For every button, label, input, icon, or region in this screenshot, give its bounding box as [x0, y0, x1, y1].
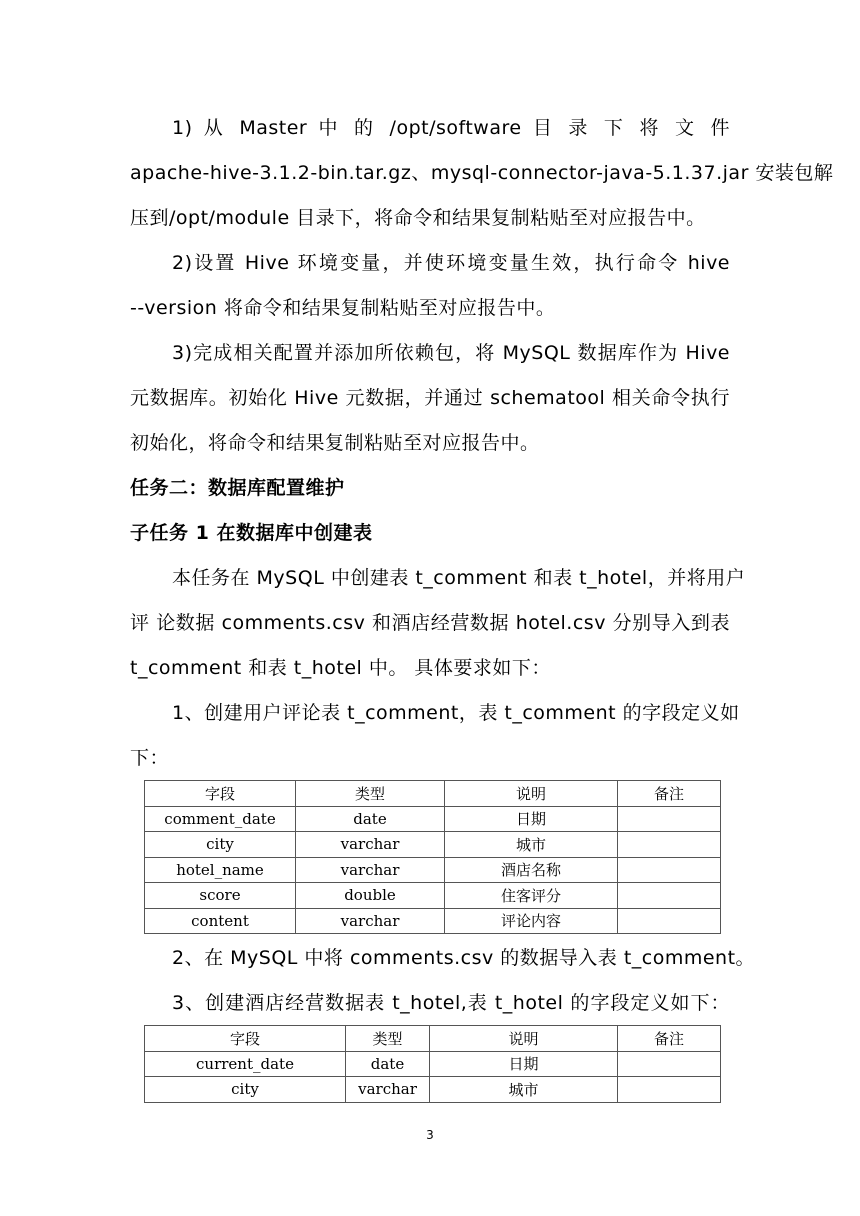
table-cell: 酒店名称 [445, 857, 618, 883]
paragraph-line: apache-hive-3.1.2-bin.tar.gz、mysql-connector-java-5.1.37.jar 安装包解 [130, 162, 834, 184]
table-cell [618, 806, 721, 832]
table-cell [618, 908, 721, 934]
table-header-cell: 备注 [618, 1026, 721, 1052]
paragraph-line: 评 论数据 comments.csv 和酒店经营数据 hotel.csv 分别导入到表 [130, 612, 730, 634]
paragraph-line: 3、创建酒店经营数据表 t_hotel,表 t_hotel 的字段定义如下： [172, 992, 730, 1014]
table-header-cell: 字段 [145, 1026, 346, 1052]
table-header-cell: 字段 [145, 781, 296, 807]
table-cell: 住客评分 [445, 883, 618, 909]
comment-table [144, 780, 721, 934]
table-cell: score [145, 883, 296, 909]
table-cell [618, 1077, 721, 1103]
table-cell: 日期 [445, 806, 618, 832]
table-cell [618, 832, 721, 858]
table-header-row [145, 1026, 721, 1052]
paragraph-line: t_comment 和表 t_hotel 中。 具体要求如下： [130, 657, 551, 679]
table-cell: varchar [296, 857, 445, 883]
table-row [145, 832, 721, 858]
paragraph-line: 压到/opt/module 目录下，将命令和结果复制粘贴至对应报告中。 [130, 207, 706, 229]
hotel-table [144, 1025, 721, 1103]
table-row [145, 1077, 721, 1103]
table-row [145, 857, 721, 883]
table-cell: hotel_name [145, 857, 296, 883]
table-cell: 城市 [445, 832, 618, 858]
table-cell [618, 883, 721, 909]
table-cell: current_date [145, 1051, 346, 1077]
table-row [145, 908, 721, 934]
page-number: 3 [426, 1128, 434, 1142]
table-cell: content [145, 908, 296, 934]
table-header-row [145, 781, 721, 807]
table-cell: double [296, 883, 445, 909]
paragraph-line: 2)设置 Hive 环境变量，并使环境变量生效，执行命令 hive [172, 252, 730, 274]
table-cell: varchar [296, 908, 445, 934]
table-row [145, 1051, 721, 1077]
paragraph-line: 元数据库。初始化 Hive 元数据，并通过 schematool 相关命令执行 [130, 387, 730, 409]
paragraph-line: 1) 从 Master 中 的 /opt/software 目 录 下 将 文 件 [172, 117, 730, 139]
table-header-cell: 备注 [618, 781, 721, 807]
table-row [145, 806, 721, 832]
table-cell [618, 857, 721, 883]
subsection-heading: 子任务 1 在数据库中创建表 [130, 522, 373, 544]
table-cell: 日期 [430, 1051, 618, 1077]
table-cell: 城市 [430, 1077, 618, 1103]
paragraph-line: 3)完成相关配置并添加所依赖包，将 MySQL 数据库作为 Hive [172, 342, 730, 364]
paragraph-line: 初始化，将命令和结果复制粘贴至对应报告中。 [130, 432, 540, 454]
table-cell: city [145, 1077, 346, 1103]
paragraph-line: 本任务在 MySQL 中创建表 t_comment 和表 t_hotel，并将用户 [172, 567, 746, 589]
table-cell: varchar [346, 1077, 430, 1103]
table-cell: 评论内容 [445, 908, 618, 934]
paragraph-line: 下： [130, 747, 170, 769]
table-cell: city [145, 832, 296, 858]
table-cell: comment_date [145, 806, 296, 832]
table-cell [618, 1051, 721, 1077]
table-row [145, 883, 721, 909]
table-header-cell: 类型 [296, 781, 445, 807]
paragraph-line: 2、在 MySQL 中将 comments.csv 的数据导入表 t_comment。 [172, 947, 756, 969]
section-heading: 任务二：数据库配置维护 [130, 477, 345, 499]
table-cell: varchar [296, 832, 445, 858]
paragraph-line: --version 将命令和结果复制粘贴至对应报告中。 [130, 297, 556, 319]
table-cell: date [296, 806, 445, 832]
table-header-cell: 类型 [346, 1026, 430, 1052]
paragraph-line: 1、创建用户评论表 t_comment，表 t_comment 的字段定义如 [172, 702, 740, 724]
table-header-cell: 说明 [430, 1026, 618, 1052]
table-cell: date [346, 1051, 430, 1077]
table-header-cell: 说明 [445, 781, 618, 807]
